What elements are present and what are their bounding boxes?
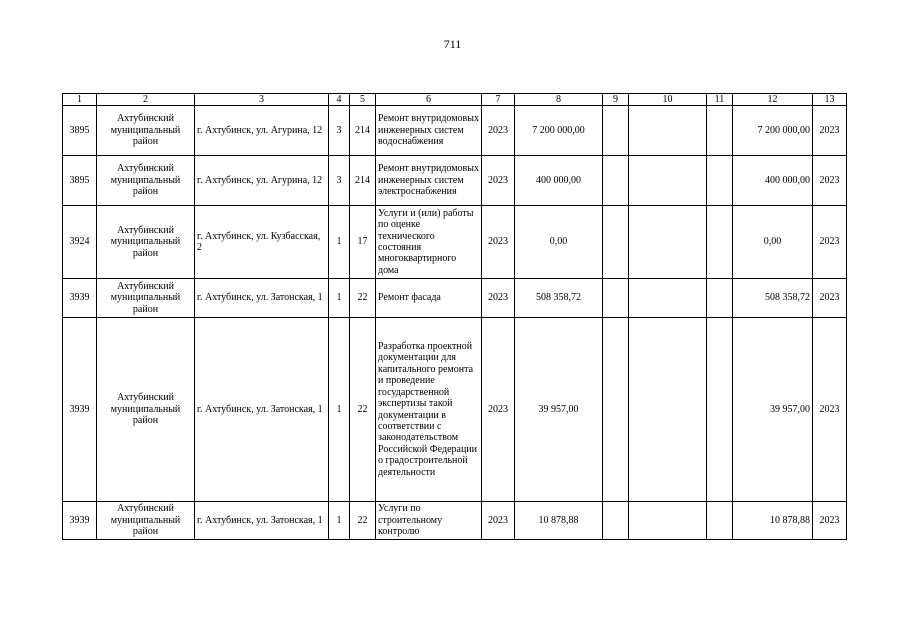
work-type: Ремонт фасада [376, 279, 482, 318]
address: г. Ахтубинск, ул. Затонская, 1 [195, 279, 329, 318]
table-row [63, 156, 847, 206]
col12-value: 7 200 000,00 [733, 106, 813, 156]
col11-value [707, 318, 733, 502]
column-number: 6 [376, 94, 482, 106]
col9-value [603, 318, 629, 502]
col13-value: 2023 [813, 502, 847, 540]
house-id: 3939 [63, 502, 97, 540]
table-row [63, 279, 847, 318]
col10-value [629, 206, 707, 279]
house-id: 3939 [63, 318, 97, 502]
work-type: Услуги и (или) работы по оценке технического состояния многоквартирного дома [376, 206, 482, 279]
column-number: 2 [97, 94, 195, 106]
col4-value: 3 [329, 156, 350, 206]
house-id: 3895 [63, 106, 97, 156]
column-number: 3 [195, 94, 329, 106]
cost: 7 200 000,00 [515, 106, 603, 156]
cost: 400 000,00 [515, 156, 603, 206]
col4-value: 3 [329, 106, 350, 156]
page-number: 711 [443, 37, 462, 51]
col9-value [603, 502, 629, 540]
address: г. Ахтубинск, ул. Кузбасская, 2 [195, 206, 329, 279]
address: г. Ахтубинск, ул. Агурина, 12 [195, 106, 329, 156]
col11-value [707, 106, 733, 156]
column-number: 8 [515, 94, 603, 106]
col10-value [629, 318, 707, 502]
capital-repair-table [62, 93, 847, 540]
column-number: 13 [813, 94, 847, 106]
col13-value: 2023 [813, 106, 847, 156]
col10-value [629, 279, 707, 318]
col4-value: 1 [329, 502, 350, 540]
column-number: 1 [63, 94, 97, 106]
table-row [63, 206, 847, 279]
column-number: 7 [482, 94, 515, 106]
table-row [63, 502, 847, 540]
year: 2023 [482, 156, 515, 206]
address: г. Ахтубинск, ул. Агурина, 12 [195, 156, 329, 206]
municipality: Ахтубинский муниципальный район [97, 502, 195, 540]
col12-value: 0,00 [733, 206, 813, 279]
col9-value [603, 279, 629, 318]
col5-value: 214 [350, 106, 376, 156]
house-id: 3895 [63, 156, 97, 206]
col10-value [629, 156, 707, 206]
col9-value [603, 156, 629, 206]
col5-value: 22 [350, 279, 376, 318]
col5-value: 22 [350, 318, 376, 502]
col5-value: 22 [350, 502, 376, 540]
column-number: 9 [603, 94, 629, 106]
col13-value: 2023 [813, 156, 847, 206]
year: 2023 [482, 318, 515, 502]
work-type: Ремонт внутридомовых инженерных систем электроснабжения [376, 156, 482, 206]
house-id: 3939 [63, 279, 97, 318]
cost: 10 878,88 [515, 502, 603, 540]
municipality: Ахтубинский муниципальный район [97, 156, 195, 206]
col4-value: 1 [329, 318, 350, 502]
col13-value: 2023 [813, 279, 847, 318]
year: 2023 [482, 502, 515, 540]
col12-value: 400 000,00 [733, 156, 813, 206]
col10-value [629, 502, 707, 540]
table-row [63, 106, 847, 156]
col9-value [603, 206, 629, 279]
cost: 39 957,00 [515, 318, 603, 502]
table-row [63, 318, 847, 502]
column-number: 10 [629, 94, 707, 106]
municipality: Ахтубинский муниципальный район [97, 206, 195, 279]
address: г. Ахтубинск, ул. Затонская, 1 [195, 318, 329, 502]
municipality: Ахтубинский муниципальный район [97, 106, 195, 156]
col12-value: 10 878,88 [733, 502, 813, 540]
column-number: 11 [707, 94, 733, 106]
column-number: 12 [733, 94, 813, 106]
col4-value: 1 [329, 279, 350, 318]
col11-value [707, 156, 733, 206]
col5-value: 214 [350, 156, 376, 206]
work-type: Разработка проектной документации для капитального ремонта и проведение государственной экспертизы такой документации в соответствии с законодательством Российской Федерации о градостроительной деятельности [376, 318, 482, 502]
col13-value: 2023 [813, 206, 847, 279]
col12-value: 508 358,72 [733, 279, 813, 318]
address: г. Ахтубинск, ул. Затонская, 1 [195, 502, 329, 540]
work-type: Услуги по строительному контролю [376, 502, 482, 540]
house-id: 3924 [63, 206, 97, 279]
work-type: Ремонт внутридомовых инженерных систем водоснабжения [376, 106, 482, 156]
municipality: Ахтубинский муниципальный район [97, 279, 195, 318]
col10-value [629, 106, 707, 156]
col11-value [707, 279, 733, 318]
col13-value: 2023 [813, 318, 847, 502]
cost: 0,00 [515, 206, 603, 279]
col5-value: 17 [350, 206, 376, 279]
col9-value [603, 106, 629, 156]
column-number: 5 [350, 94, 376, 106]
col4-value: 1 [329, 206, 350, 279]
year: 2023 [482, 106, 515, 156]
column-number-row [63, 94, 847, 106]
col12-value: 39 957,00 [733, 318, 813, 502]
col11-value [707, 502, 733, 540]
municipality: Ахтубинский муниципальный район [97, 318, 195, 502]
year: 2023 [482, 206, 515, 279]
col11-value [707, 206, 733, 279]
cost: 508 358,72 [515, 279, 603, 318]
column-number: 4 [329, 94, 350, 106]
year: 2023 [482, 279, 515, 318]
